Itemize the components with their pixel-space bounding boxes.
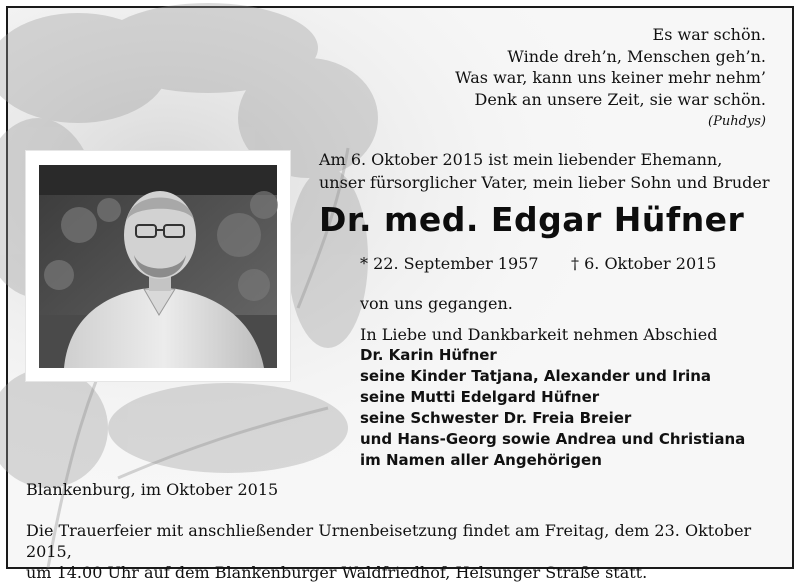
portrait-frame: [26, 151, 290, 381]
passed-away-text: von uns gegangen.: [360, 294, 513, 313]
intro-text: [319, 148, 770, 194]
mourner-entry: seine Kinder Tatjana, Alexander und Irina: [360, 367, 712, 385]
portrait-photo: [39, 165, 277, 368]
death-date: † 6. Oktober 2015: [571, 254, 717, 273]
place-date: Blankenburg, im Oktober 2015: [26, 480, 279, 499]
poem-line: Es war schön.: [652, 25, 766, 44]
poem-line: Denk an unsere Zeit, sie war schön.: [474, 89, 766, 109]
life-dates: [360, 254, 717, 273]
poem-credit: (Puhdys): [708, 114, 766, 129]
intro-line: unser fürsorglicher Vater, mein lieber Sohn und Bruder: [319, 173, 770, 192]
funeral-line: um 14.00 Uhr auf dem Blankenburger Waldfriedhof, Helsunger Straße statt.: [26, 563, 648, 582]
birth-date: * 22. September 1957: [360, 254, 539, 273]
intro-line: Am 6. Oktober 2015 ist mein liebender Ehemann,: [319, 150, 723, 169]
funeral-notice: [26, 520, 786, 583]
obituary-card: [6, 6, 794, 582]
mourner-entry: seine Schwester Dr. Freia Breier: [360, 409, 632, 427]
mourner-entry: Dr. Karin Hüfner: [360, 346, 497, 364]
mourner-entry: und Hans-Georg sowie Andrea und Christiana: [360, 430, 746, 448]
deceased-name: Dr. med. Edgar Hüfner: [319, 200, 745, 239]
mourner-entry: im Namen aller Angehörigen: [360, 451, 602, 469]
poem-line: Winde dreh’n, Menschen geh’n.: [507, 46, 766, 66]
mourners-list: [360, 345, 745, 471]
mourners-block: [360, 324, 745, 471]
mourners-heading: In Liebe und Dankbarkeit nehmen Abschied: [360, 325, 718, 344]
poem-line: Was war, kann uns keiner mehr nehm’: [455, 68, 766, 87]
funeral-line: Die Trauerfeier mit anschließender Urnenbeisetzung findet am Freitag, dem 23. Oktober 2015,: [26, 521, 752, 561]
poem: [455, 24, 766, 133]
mourner-entry: seine Mutti Edelgard Hüfner: [360, 388, 600, 406]
